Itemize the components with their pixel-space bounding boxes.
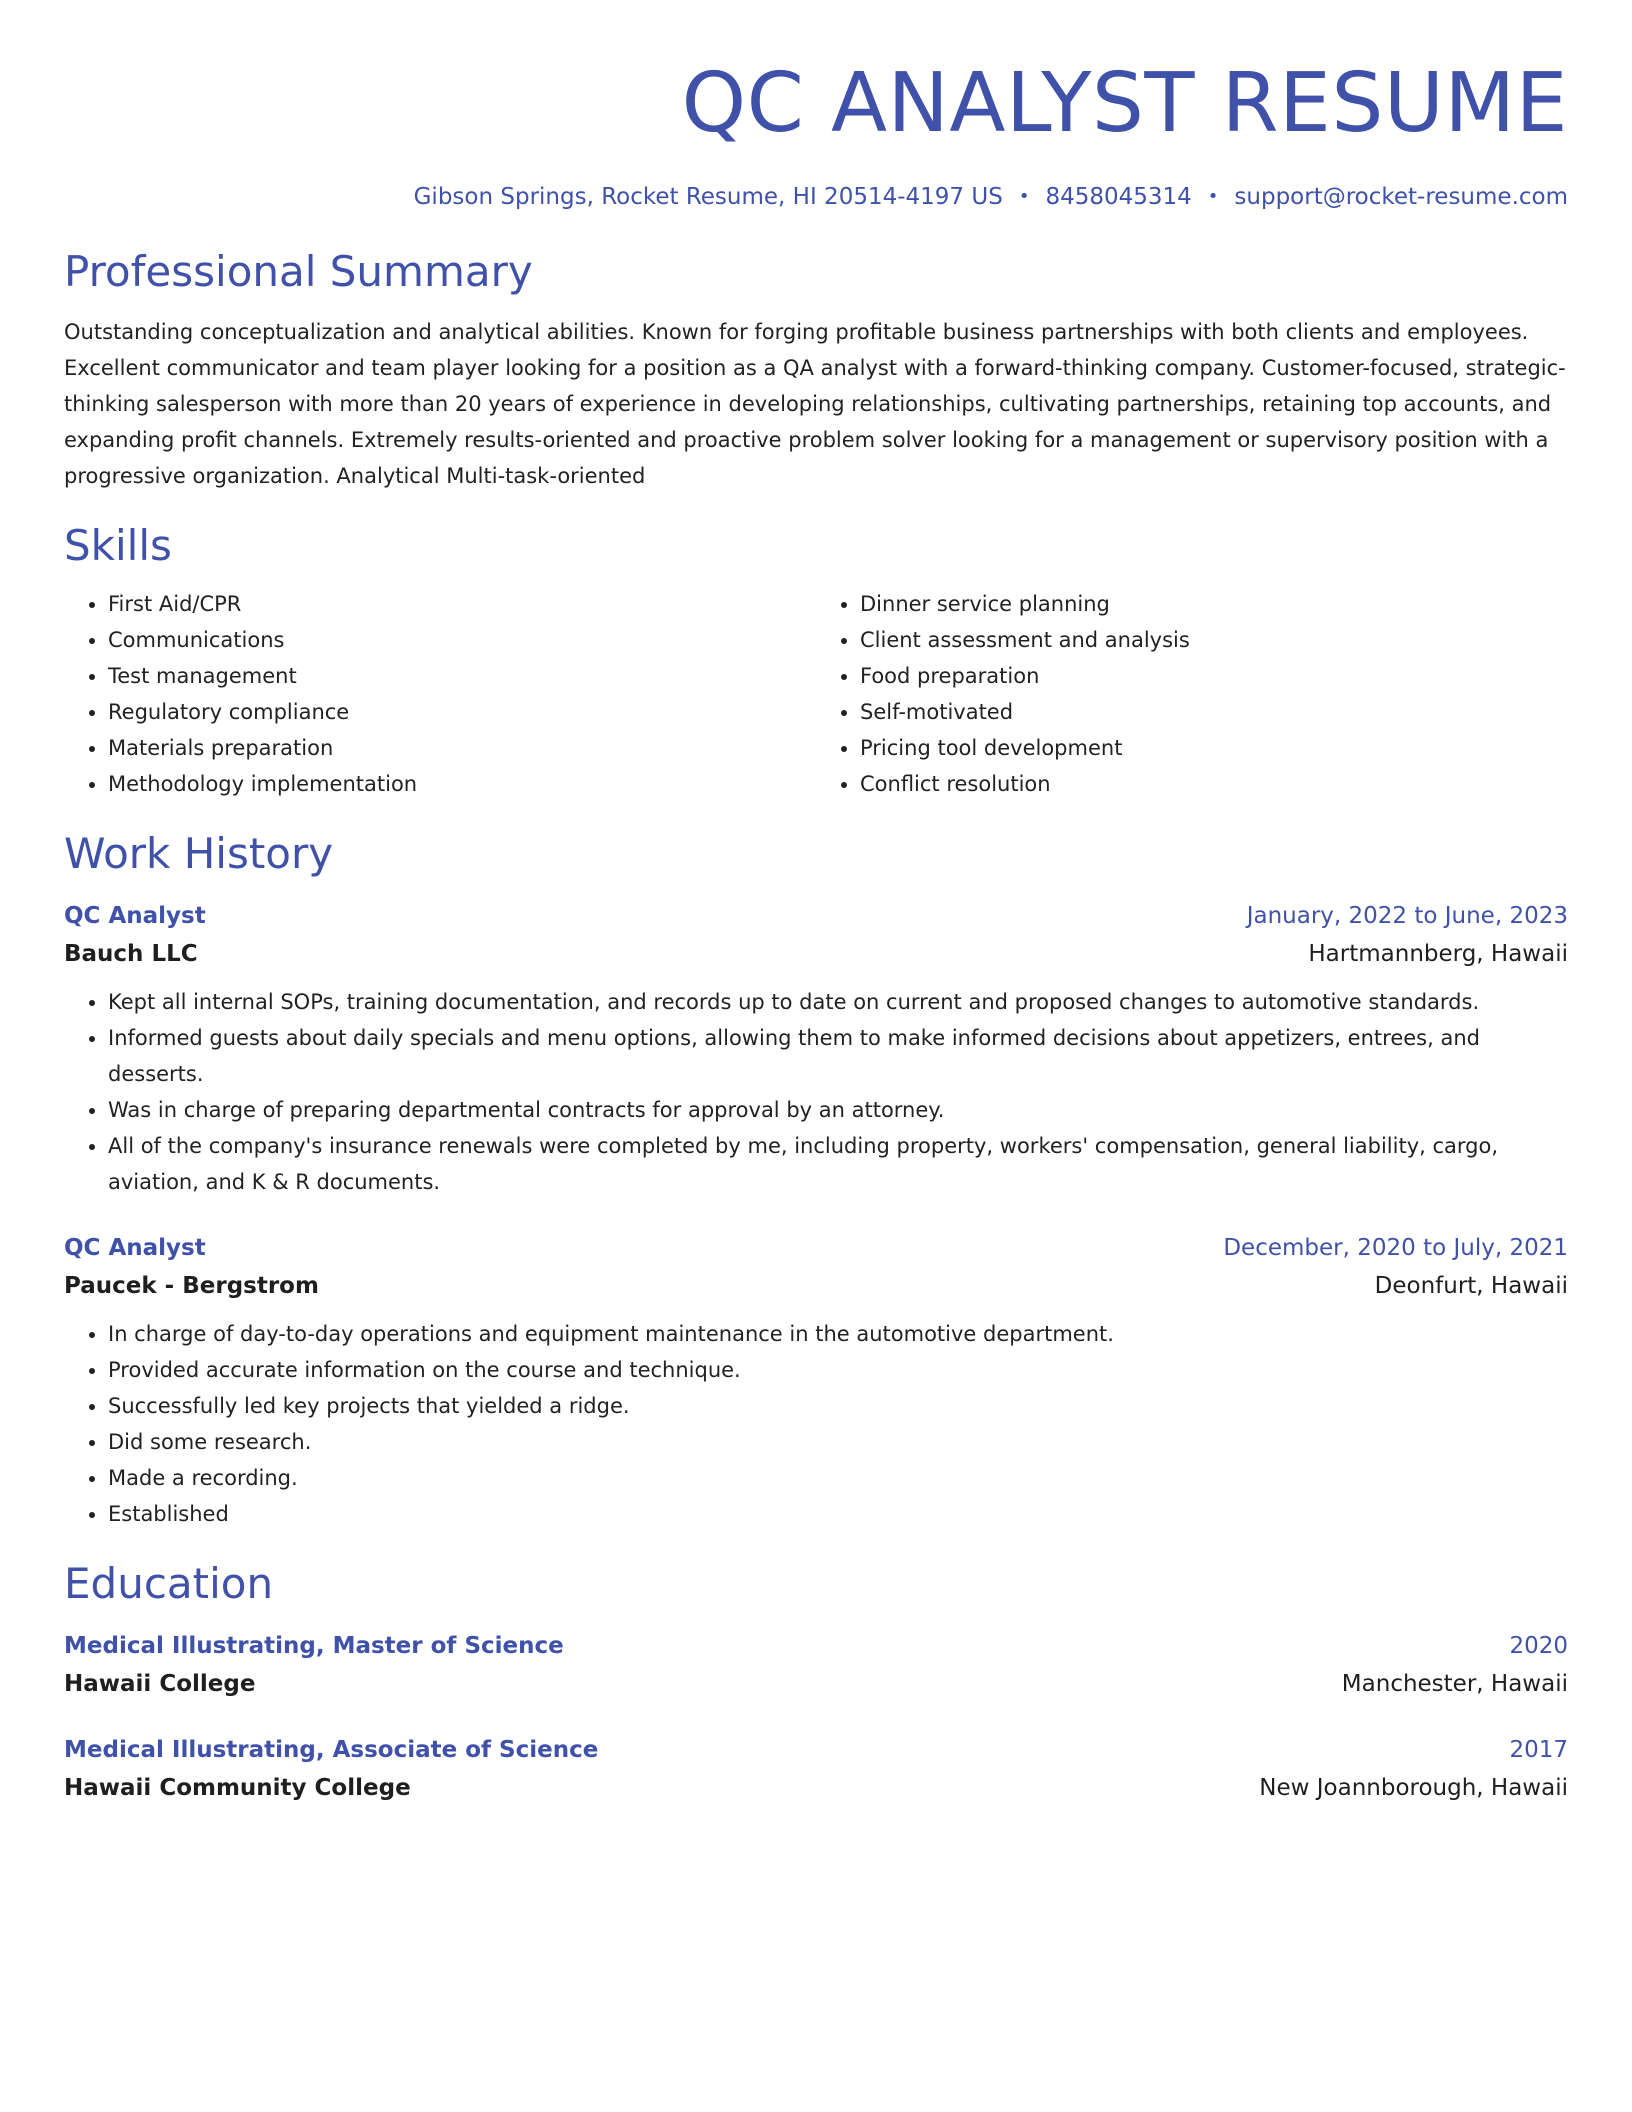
education-heading: Education [64,1559,274,1608]
education-degree-row [64,1628,1568,1664]
education-year: 2020 [1509,1633,1568,1659]
job-bullets [64,1316,1568,1532]
job-dates: December, 2020 to July, 2021 [1223,1235,1568,1261]
education-degree: Medical Illustrating, Associate of Science [64,1737,599,1763]
skill-item: • First Aid/CPR [108,586,816,622]
skill-item: • Materials preparation [108,730,816,766]
skill-item: • Pricing tool development [860,730,1568,766]
contact-address: Gibson Springs, Rocket Resume, HI 20514-4197 US [413,184,1003,210]
skills-section [64,520,1568,802]
summary-text: Outstanding conceptualization and analytical abilities. Known for forging profitable business partnerships with both clients and employees. Excellent communicator and team player looking for a position as a QA analyst with a forward-thinking company. Customer-focused, strategic-thinking salesperson with more than 20 years of experience in developing relationships, cultivating partnerships, retaining top accounts, and expanding profit channels. Extremely results-oriented and proactive problem solver looking for a management or supervisory position with a progressive organization. Analytical Multi-task-oriented [64,320,1566,488]
education-school-row [64,1768,1568,1808]
education-entry [64,1732,1568,1808]
summary-section [64,246,1568,494]
education-year: 2017 [1509,1737,1568,1763]
skills-heading: Skills [64,521,172,570]
job-title-row [64,898,1568,934]
job-location: Deonfurt, Hawaii [1374,1273,1568,1299]
contact-separator: • [1018,186,1030,207]
education-section [64,1558,1568,1808]
education-school: Hawaii College [64,1671,256,1697]
job-company: Paucek - Bergstrom [64,1273,319,1299]
resume-title: QC ANALYST RESUME [681,56,1568,151]
education-location: Manchester, Hawaii [1341,1671,1568,1697]
job-bullets [64,984,1568,1200]
job-location: Hartmannberg, Hawaii [1308,941,1568,967]
skill-item: • Regulatory compliance [108,694,816,730]
job-bullet: • Kept all internal SOPs, training documentation, and records up to date on current and proposed changes to automotive standards. [108,984,1568,1020]
summary-heading: Professional Summary [64,247,533,296]
job-bullet: • In charge of day-to-day operations and equipment maintenance in the automotive department. [108,1316,1568,1352]
job-bullet: • Was in charge of preparing departmental contracts for approval by an attorney. [108,1092,1568,1128]
education-school: Hawaii Community College [64,1775,411,1801]
job-bullet: • Did some research. [108,1424,1568,1460]
contact-phone: 8458045314 [1045,184,1192,210]
job-bullet: • Successfully led key projects that yielded a ridge. [108,1388,1568,1424]
job-bullet: • Informed guests about daily specials and menu options, allowing them to make informed decisions about appetizers, entrees, and desserts. [108,1020,1568,1092]
skill-item: • Test management [108,658,816,694]
contact-separator: • [1207,186,1219,207]
skills-column-right [816,586,1568,802]
education-degree-row [64,1732,1568,1768]
job-title: QC Analyst [64,1235,206,1261]
skill-item: • Client assessment and analysis [860,622,1568,658]
education-entry [64,1628,1568,1704]
job-bullet: • All of the company's insurance renewals were completed by me, including property, workers' compensation, general liability, cargo, aviation, and K & R documents. [108,1128,1568,1200]
skill-item: • Conflict resolution [860,766,1568,802]
work-history-heading: Work History [64,829,334,878]
skill-item: • Food preparation [860,658,1568,694]
job-title-row [64,1230,1568,1266]
job-company: Bauch LLC [64,941,198,967]
skill-item: • Communications [108,622,816,658]
skill-item: • Dinner service planning [860,586,1568,622]
skill-item: • Self-motivated [860,694,1568,730]
job-bullet: • Provided accurate information on the course and technique. [108,1352,1568,1388]
skill-item: • Methodology implementation [108,766,816,802]
job-company-row [64,934,1568,974]
education-degree: Medical Illustrating, Master of Science [64,1633,564,1659]
contact-line [64,182,1568,212]
education-location: New Joannborough, Hawaii [1259,1775,1568,1801]
job-title: QC Analyst [64,903,206,929]
job-entry [64,1230,1568,1532]
job-dates: January, 2022 to June, 2023 [1246,903,1568,929]
contact-email: support@rocket-resume.com [1234,184,1568,210]
resume-header [64,56,1568,212]
job-bullet: • Established [108,1496,1568,1532]
job-bullet: • Made a recording. [108,1460,1568,1496]
job-entry [64,898,1568,1200]
job-company-row [64,1266,1568,1306]
skills-column-left [64,586,816,802]
education-school-row [64,1664,1568,1704]
skills-grid [64,586,1568,802]
work-history-section [64,828,1568,1532]
